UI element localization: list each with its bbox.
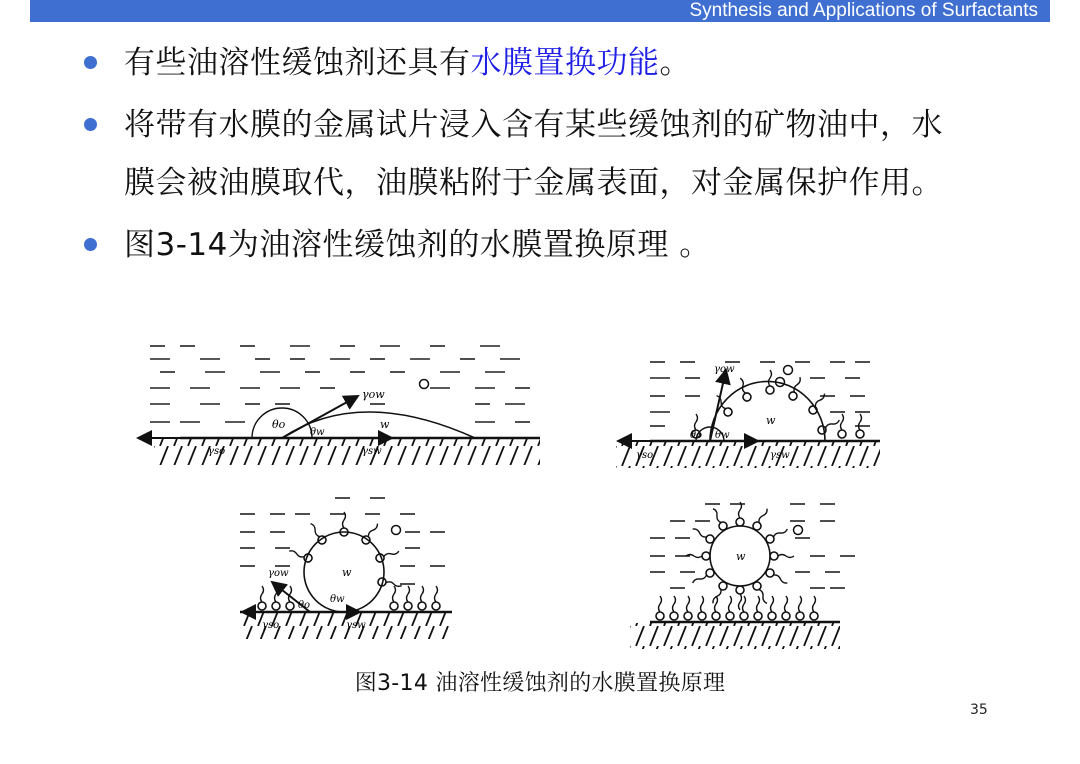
label-theta-w: θw <box>330 594 345 605</box>
oil-droplet <box>784 366 793 375</box>
bullet-dot <box>84 238 97 251</box>
header-bar <box>30 0 1050 22</box>
label-gamma-so: γso <box>262 620 280 631</box>
metal-hatching <box>630 623 840 649</box>
figure-caption: 图3-14 油溶性缓蚀剂的水膜置换原理 <box>354 671 726 696</box>
label-gamma-sw: γsw <box>362 446 382 457</box>
bullet-3 <box>84 216 1004 274</box>
oil-dashes <box>150 346 530 422</box>
label-gamma-ow: γow <box>714 364 735 375</box>
bullet-3-text: 图3-14为油溶性缓蚀剂的水膜置换原理 。 <box>124 227 711 263</box>
bullet-1-highlight: 水膜置换功能 <box>470 45 660 81</box>
bullet-1-end: 。 <box>659 45 691 81</box>
label-gamma-so: γso <box>208 446 226 457</box>
label-theta-w: θw <box>310 427 325 438</box>
label-gamma-so: γso <box>636 450 654 461</box>
metal-hatching <box>616 442 880 468</box>
panel-1 <box>138 346 540 465</box>
label-theta-o: θo <box>298 600 311 611</box>
bullet-2 <box>84 96 1004 212</box>
oil-droplet <box>794 526 803 535</box>
header-title: Synthesis and Applications of Surfactants <box>689 0 1038 21</box>
label-theta-o: θo <box>690 430 703 441</box>
panel-2 <box>616 362 880 468</box>
label-w: w <box>736 550 746 563</box>
panel-3 <box>240 498 452 639</box>
oil-dashes <box>650 362 870 426</box>
label-gamma-ow: γow <box>362 388 385 401</box>
page-number: 35 <box>970 702 988 718</box>
bullet-dot <box>84 56 97 69</box>
label-gamma-sw: γsw <box>346 620 366 631</box>
oil-droplet <box>420 380 429 389</box>
oil-droplet <box>392 526 401 535</box>
bullet-1 <box>84 34 1004 92</box>
label-theta-w: θw <box>715 430 730 441</box>
label-theta-o: θo <box>272 418 286 431</box>
label-gamma-sw: γsw <box>770 450 790 461</box>
bullet-2-line2: 膜会被油膜取代，油膜粘附于金属表面，对金属保护作用。 <box>124 165 943 201</box>
bullet-dot <box>84 118 97 131</box>
label-w: w <box>342 566 352 579</box>
label-w: w <box>766 414 776 427</box>
label-w: w <box>380 418 390 431</box>
oil-dashes <box>650 504 855 588</box>
panel-4 <box>630 502 855 649</box>
bullet-1-text <box>124 34 691 92</box>
bullet-1-plain: 有些油溶性缓蚀剂还具有 <box>124 45 471 81</box>
surfactant-molecules <box>258 512 440 610</box>
water-film-displacement-diagram <box>130 326 890 656</box>
bullet-2-line1: 将带有水膜的金属试片浸入含有某些缓蚀剂的矿物油中，水 <box>124 107 943 143</box>
label-gamma-ow: γow <box>268 568 289 579</box>
